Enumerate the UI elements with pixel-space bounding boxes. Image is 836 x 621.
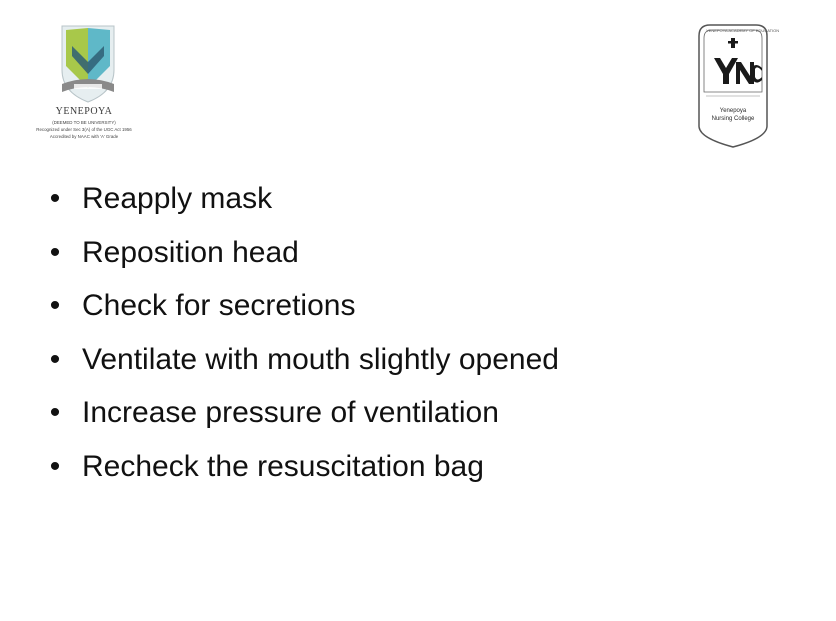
bullet-icon: •	[49, 289, 61, 323]
crest-frame-icon	[696, 22, 780, 150]
college-name-line2: Nursing College	[711, 116, 755, 122]
bullet-icon: •	[49, 182, 61, 215]
university-recognition: Recognized under Sec 3(A) of the UGC Act 1956	[36, 127, 132, 132]
bullet-text: Recheck the resuscitation bag	[82, 449, 484, 483]
bullet-icon: •	[49, 449, 61, 483]
bullet-icon: •	[49, 342, 61, 376]
college-name-line1: Yenepoya	[719, 108, 747, 114]
academy-arc-text: YENEPOYA ACADEMY OF EDUCATION	[706, 28, 780, 33]
yenepoya-university-logo	[24, 22, 144, 154]
bullet-icon: •	[49, 396, 61, 430]
university-subtitle: (DEEMED TO BE UNIVERSITY)	[52, 120, 116, 125]
bullet-text: Increase pressure of ventilation	[82, 396, 499, 430]
bullet-text: Reapply mask	[82, 182, 273, 215]
bullet-text: Ventilate with mouth slightly opened	[82, 342, 559, 376]
bullet-text: Reposition head	[82, 235, 299, 269]
shield-emblem-icon	[48, 22, 128, 106]
bullet-text: Check for secretions	[82, 289, 356, 323]
university-name: YENEPOYA	[55, 106, 113, 117]
yenepoya-nursing-college-logo	[696, 22, 780, 150]
university-accreditation: Accredited by NAAC with 'A' Grade	[49, 134, 119, 139]
bullet-icon: •	[49, 235, 61, 269]
